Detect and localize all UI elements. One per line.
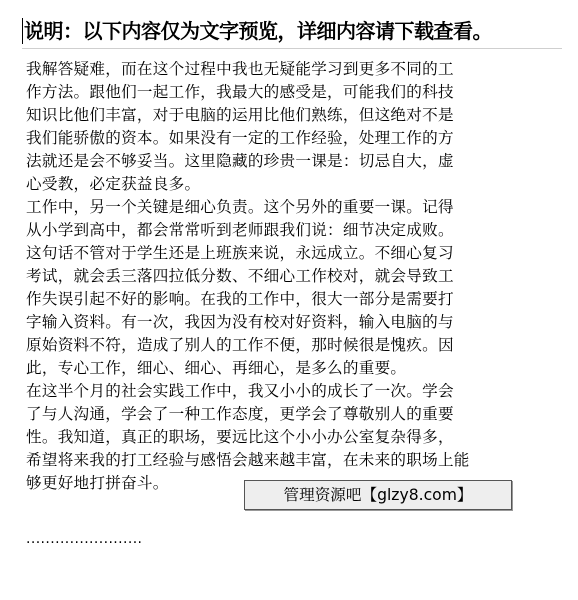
text-line: 希望将来我的打工经验与感悟会越来越丰富，在未来的职场上能 xyxy=(26,451,470,469)
text-line: 此，专心工作，细心、细心、再细心，是多么的重要。 xyxy=(26,359,407,377)
text-line: 了与人沟通，学会了一种工作态度，更学会了尊敬别人的重要 xyxy=(26,405,454,423)
text-line: 字输入资料。有一次，我因为没有校对好资料，输入电脑的与 xyxy=(26,313,454,331)
text-line: 法就还是会不够妥当。这里隐藏的珍贵一课是：切忌自大，虚 xyxy=(26,152,454,170)
text-line: 在这半个月的社会实践工作中，我又小小的成长了一次。学会 xyxy=(26,382,454,400)
text-line: 原始资料不符，造成了别人的工作不便，那时候很是愧疚。因 xyxy=(26,336,454,354)
text-line: 从小学到高中，都会常常听到老师跟我们说：细节决定成败。 xyxy=(26,221,454,239)
text-line: 工作中，另一个关键是细心负责。这个另外的重要一课。记得 xyxy=(26,198,454,216)
paragraph-2 xyxy=(26,196,546,380)
preview-notice-text: 说明：以下内容仅为文字预览，详细内容请下载查看。 xyxy=(24,19,492,43)
trailing-dots: ························ xyxy=(26,535,143,551)
text-line: 这句话不管对于学生还是上班族来说，永远成立。不细心复习 xyxy=(26,244,454,262)
text-line: 作方法。跟他们一起工作，我最大的感受是，可能我们的科技 xyxy=(26,83,454,101)
paragraph-1 xyxy=(26,58,546,196)
text-line: 心受教，必定获益良多。 xyxy=(26,175,201,193)
text-line: 性。我知道，真正的职场，要远比这个小小办公室复杂得多， xyxy=(26,428,454,446)
text-line: 考试，就会丢三落四拉低分数、不细心工作校对，就会导致工 xyxy=(26,267,454,285)
site-watermark-box: 管理资源吧【glzy8.com】 xyxy=(244,480,512,510)
document-body xyxy=(26,58,546,495)
text-line: 够更好地打拼奋斗。 xyxy=(26,474,169,492)
paragraph-3 xyxy=(26,380,546,495)
text-line: 作失误引起不好的影响。在我的工作中，很大一部分是需要打 xyxy=(26,290,454,308)
text-line: 我们能骄傲的资本。如果没有一定的工作经验，处理工作的方 xyxy=(26,129,454,147)
preview-notice-bar xyxy=(22,14,562,49)
text-line: 我解答疑难，而在这个过程中我也无疑能学习到更多不同的工 xyxy=(26,60,454,78)
text-line: 知识比他们丰富，对于电脑的运用比他们熟练，但这绝对不是 xyxy=(26,106,454,124)
text-cursor xyxy=(22,18,23,44)
